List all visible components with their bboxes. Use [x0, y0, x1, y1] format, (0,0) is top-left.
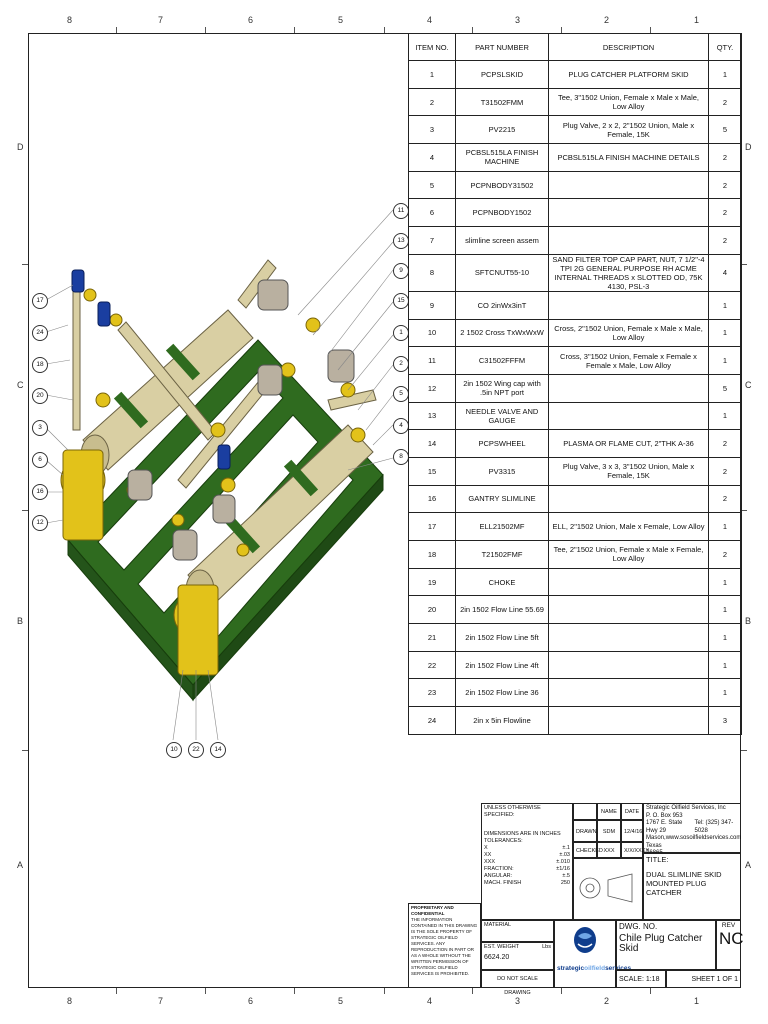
bom-header-row	[409, 34, 742, 61]
zone-left-d: D	[17, 142, 24, 152]
tol-xxx-value: ±.010	[556, 859, 570, 865]
tol-mach-value: 250	[560, 880, 570, 886]
rev-box	[716, 920, 744, 970]
balloon-1: 1	[393, 325, 409, 341]
balloon-16: 16	[32, 484, 48, 500]
bom-row	[409, 347, 742, 375]
zone-top-8: 8	[67, 15, 73, 25]
title-label: TITLE:	[646, 855, 669, 864]
bom-description: SAND FILTER TOP CAP PART, NUT, 7 1/2"-4 TPI 2G GENERAL PURPOSE RH ACME INTERNAL THREADS x SLOTTED OD, 75K 4130, PSL-3	[549, 254, 709, 291]
balloon-2: 2	[393, 356, 409, 372]
bom-qty: 1	[709, 61, 742, 89]
bom-part-number: 2in 1502 Wing cap with .5in NPT port	[456, 374, 549, 402]
zone-bottom-6: 6	[248, 996, 254, 1006]
bom-qty: 1	[709, 347, 742, 375]
bom-qty: 2	[709, 430, 742, 458]
balloon-6: 6	[32, 452, 48, 468]
checked-name: XXX	[597, 842, 621, 858]
bom-item-no: 7	[409, 227, 456, 255]
zone-left-a: A	[17, 860, 24, 870]
bom-qty: 1	[709, 596, 742, 624]
bom-qty: 2	[709, 485, 742, 513]
zone-top-5: 5	[338, 15, 344, 25]
bom-item-no: 22	[409, 651, 456, 679]
zone-bottom-4: 4	[427, 996, 433, 1006]
zone-top-1: 1	[694, 15, 700, 25]
bom-row	[409, 651, 742, 679]
balloon-10: 10	[166, 742, 182, 758]
bom-part-number: 2in 1502 Flow Line 5ft	[456, 624, 549, 652]
bom-item-no: 19	[409, 568, 456, 596]
company-street: 1767 E. State Hwy 29	[646, 820, 683, 834]
bom-part-number: T31502FMM	[456, 88, 549, 116]
bom-qty: 2	[709, 88, 742, 116]
view-symbol	[573, 858, 643, 920]
company-web: www.sosoilfieldservices.com	[665, 835, 742, 841]
bom-item-no: 23	[409, 679, 456, 707]
weight-label: EST. WEIGHT	[484, 944, 520, 950]
zone-bottom-8: 8	[67, 996, 73, 1006]
material-label: MATERIAL	[481, 920, 554, 942]
tol-mach-label: MACH. FINISH	[484, 880, 522, 886]
bom-item-no: 24	[409, 707, 456, 735]
bom-description	[549, 374, 709, 402]
bom-description	[549, 227, 709, 255]
bom-part-number: PCPSWHEEL	[456, 430, 549, 458]
balloon-15: 15	[393, 293, 409, 309]
bom-part-number: PCPNBODY31502	[456, 171, 549, 199]
zone-bottom-7: 7	[158, 996, 164, 1006]
bom-row	[409, 485, 742, 513]
bom-row	[409, 624, 742, 652]
zone-top-2: 2	[604, 15, 610, 25]
bom-item-no: 12	[409, 374, 456, 402]
tol-angular-label: ANGULAR:	[484, 873, 513, 879]
bom-description: Cross, 2"1502 Union, Female x Male x Male, Low Alloy	[549, 319, 709, 347]
bom-part-number: 2 1502 Cross TxWxWxW	[456, 319, 549, 347]
bom-item-no: 15	[409, 457, 456, 485]
bom-header-part-number: PART NUMBER	[456, 34, 549, 61]
bom-item-no: 3	[409, 116, 456, 144]
bom-item-no: 16	[409, 485, 456, 513]
zone-top-4: 4	[427, 15, 433, 25]
bom-qty: 5	[709, 374, 742, 402]
bom-part-number: PCPNBODY1502	[456, 199, 549, 227]
drawn-date: 12/4/16	[621, 820, 643, 842]
bom-row	[409, 291, 742, 319]
bom-qty: 3	[709, 707, 742, 735]
bom-description: Plug Valve, 2 x 2, 2"1502 Union, Male x Female, 15K	[549, 116, 709, 144]
bom-part-number: 2in 1502 Flow Line 36	[456, 679, 549, 707]
bom-qty: 1	[709, 291, 742, 319]
bom-qty: 2	[709, 144, 742, 172]
checked-label: CHECKED	[573, 842, 597, 858]
bom-part-number: NEEDLE VALVE AND GAUGE	[456, 402, 549, 430]
bom-part-number: slimline screen assem	[456, 227, 549, 255]
zone-top-3: 3	[515, 15, 521, 25]
balloon-3: 3	[32, 420, 48, 436]
bom-description: ELL, 2"1502 Union, Male x Female, Low Alloy	[549, 513, 709, 541]
company-logo	[554, 920, 632, 988]
bom-qty: 1	[709, 319, 742, 347]
bom-header-qty: QTY.	[709, 34, 742, 61]
bom-part-number: SFTCNUT55-10	[456, 254, 549, 291]
bom-header-description: DESCRIPTION	[549, 34, 709, 61]
zone-bottom-3: 3	[515, 996, 521, 1006]
bom-item-no: 17	[409, 513, 456, 541]
bom-qty: 1	[709, 568, 742, 596]
bom-item-no: 6	[409, 199, 456, 227]
bom-part-number: 2in x 5in Flowline	[456, 707, 549, 735]
bom-part-number: PCBSL515LA FINISH MACHINE	[456, 144, 549, 172]
tolerance-block	[481, 803, 573, 920]
bom-part-number: T21502FMF	[456, 541, 549, 569]
bom-part-number: PCPSLSKID	[456, 61, 549, 89]
bom-part-number: CO 2inWx3inT	[456, 291, 549, 319]
company-city: Mason, Texas 76865	[646, 835, 666, 856]
zone-top-6: 6	[248, 15, 254, 25]
weight-box	[481, 942, 554, 970]
dwg-number-box	[616, 920, 716, 970]
bom-item-no: 14	[409, 430, 456, 458]
bom-description: Tee, 3"1502 Union, Female x Male x Male, Low Alloy	[549, 88, 709, 116]
bom-description	[549, 596, 709, 624]
bom-qty: 1	[709, 513, 742, 541]
tol-xx-value: ±.03	[559, 852, 570, 858]
bom-qty: 5	[709, 116, 742, 144]
bom-qty: 2	[709, 171, 742, 199]
balloon-4: 4	[393, 418, 409, 434]
bom-qty: 4	[709, 254, 742, 291]
bom-row	[409, 513, 742, 541]
bom-row	[409, 596, 742, 624]
bom-description: PLUG CATCHER PLATFORM SKID	[549, 61, 709, 89]
company-tel: Tel: (325) 347-5028	[694, 820, 734, 834]
bom-part-number: 2in 1502 Flow Line 55.69	[456, 596, 549, 624]
bom-description	[549, 485, 709, 513]
bom-row	[409, 116, 742, 144]
logo-wordmark: strategicoilfieldservices	[557, 965, 632, 972]
tol-x-value: ±.1	[562, 845, 570, 851]
bom-item-no: 21	[409, 624, 456, 652]
tol-angular-value: ±.5	[562, 873, 570, 879]
proprietary-text: THE INFORMATION CONTAINED IN THIS DRAWING IS THE SOLE PROPERTY OF STRATEGIC OILFIELD SERVICES. ANY REPRODUCTION IN PART OR AS A WHOLE WITHOUT THE WRITTEN PERMISSION OF STRATEGIC OILFIELD SERVICES IS PROHIBITED.	[411, 917, 478, 976]
title-box	[643, 853, 741, 920]
balloon-13: 13	[393, 233, 409, 249]
bom-row	[409, 199, 742, 227]
bom-part-number: GANTRY SLIMLINE	[456, 485, 549, 513]
bom-part-number: PV3315	[456, 457, 549, 485]
checked-date: X/X/XXXX	[621, 842, 643, 858]
company-info	[643, 803, 742, 856]
bom-row	[409, 541, 742, 569]
bom-item-no: 2	[409, 88, 456, 116]
dwg-number: Chile Plug Catcher Skid	[619, 933, 703, 954]
bom-header-item-no: ITEM NO.	[409, 34, 456, 61]
bom-row	[409, 254, 742, 291]
bom-part-number: 2in 1502 Flow Line 4ft	[456, 651, 549, 679]
bom-description	[549, 199, 709, 227]
bill-of-materials-table	[408, 33, 742, 735]
balloon-22: 22	[188, 742, 204, 758]
balloon-17: 17	[32, 293, 48, 309]
bom-item-no: 11	[409, 347, 456, 375]
skid-illustration	[28, 230, 418, 750]
tol-fraction-value: ±1/16	[556, 866, 570, 872]
third-angle-projection-icon	[576, 860, 640, 916]
rev-label: REV	[721, 922, 736, 929]
bom-description: Cross, 3"1502 Union, Female x Female x Female x Male, Low Alloy	[549, 347, 709, 375]
zone-right-a: A	[745, 860, 752, 870]
balloon-14: 14	[210, 742, 226, 758]
bom-row	[409, 457, 742, 485]
bom-description	[549, 651, 709, 679]
balloon-8: 8	[393, 449, 409, 465]
bom-part-number: PV2215	[456, 116, 549, 144]
bom-qty: 2	[709, 227, 742, 255]
bom-row	[409, 144, 742, 172]
bom-description	[549, 679, 709, 707]
bom-item-no: 20	[409, 596, 456, 624]
sheet-label: SHEET 1 OF 1	[666, 970, 741, 988]
weight-unit: Lbs	[542, 944, 551, 950]
bom-description: PLASMA OR FLAME CUT, 2"THK A-36	[549, 430, 709, 458]
balloon-20: 20	[32, 388, 48, 404]
tol-xxx-label: XXX	[484, 859, 496, 865]
company-po-box: P. O. Box 953	[646, 812, 683, 819]
bom-row	[409, 374, 742, 402]
balloon-11: 11	[393, 203, 409, 219]
bom-item-no: 4	[409, 144, 456, 172]
bom-description	[549, 624, 709, 652]
bom-item-no: 9	[409, 291, 456, 319]
balloon-9: 9	[393, 263, 409, 279]
proprietary-notice	[408, 903, 481, 988]
scale-label: SCALE: 1:18	[616, 970, 666, 988]
bom-qty: 1	[709, 679, 742, 707]
drawn-label: DRAWN	[573, 820, 597, 842]
bom-description	[549, 402, 709, 430]
company-name: Strategic Oilfield Services, Inc	[646, 805, 726, 811]
zone-right-d: D	[745, 142, 752, 152]
bom-description	[549, 171, 709, 199]
dwg-label: DWG. NO.	[619, 922, 658, 931]
tol-fraction-label: FRACTION:	[484, 866, 514, 872]
zone-left-c: C	[17, 380, 24, 390]
bom-row	[409, 61, 742, 89]
unless-specified-label: UNLESS OTHERWISE SPECIFIED:	[484, 805, 541, 818]
bom-row	[409, 568, 742, 596]
balloon-12: 12	[32, 515, 48, 531]
zone-right-b: B	[745, 616, 752, 626]
bom-row	[409, 171, 742, 199]
logo-emblem-icon	[572, 926, 598, 962]
name-header: NAME	[597, 803, 621, 820]
zone-bottom-2: 2	[604, 996, 610, 1006]
bom-item-no: 5	[409, 171, 456, 199]
bom-item-no: 18	[409, 541, 456, 569]
bom-part-number: C31502FFFM	[456, 347, 549, 375]
bom-row	[409, 707, 742, 735]
bom-qty: 2	[709, 541, 742, 569]
bom-row	[409, 227, 742, 255]
bom-qty: 2	[709, 199, 742, 227]
balloon-24: 24	[32, 325, 48, 341]
bom-part-number: CHOKE	[456, 568, 549, 596]
tol-x-label: X	[484, 845, 488, 851]
proprietary-header: PROPRIETARY AND CONFIDENTIAL	[411, 905, 454, 916]
bom-row	[409, 319, 742, 347]
drawn-name: SDM	[597, 820, 621, 842]
bom-description	[549, 568, 709, 596]
bom-description: PCBSL515LA FINISH MACHINE DETAILS	[549, 144, 709, 172]
zone-bottom-5: 5	[338, 996, 344, 1006]
bom-row	[409, 88, 742, 116]
no-scale-note: DO NOT SCALE DRAWING	[481, 970, 554, 988]
zone-left-b: B	[17, 616, 24, 626]
bom-row	[409, 679, 742, 707]
zone-right-c: C	[745, 380, 752, 390]
bom-body	[409, 61, 742, 735]
zone-top-7: 7	[158, 15, 164, 25]
weight-value: 6624.20	[484, 954, 510, 961]
bom-item-no: 13	[409, 402, 456, 430]
bom-qty: 1	[709, 624, 742, 652]
bom-row	[409, 430, 742, 458]
bom-description	[549, 707, 709, 735]
dimensions-note: DIMENSIONS ARE IN INCHES TOLERANCES:	[484, 831, 561, 844]
bom-description	[549, 291, 709, 319]
rev-value: NC	[719, 929, 744, 948]
bom-item-no: 10	[409, 319, 456, 347]
balloon-18: 18	[32, 357, 48, 373]
bom-item-no: 1	[409, 61, 456, 89]
bom-part-number: ELL21502MF	[456, 513, 549, 541]
bom-qty: 1	[709, 402, 742, 430]
balloon-5: 5	[393, 386, 409, 402]
drawing-title: DUAL SLIMLINE SKID MOUNTED PLUG CATCHER	[646, 870, 722, 897]
bom-qty: 2	[709, 457, 742, 485]
bom-description: Tee, 2"1502 Union, Female x Male x Female, Low Alloy	[549, 541, 709, 569]
bom-description: Plug Valve, 3 x 3, 3"1502 Union, Male x Female, 15K	[549, 457, 709, 485]
date-header: DATE	[621, 803, 643, 820]
tol-xx-label: XX	[484, 852, 492, 858]
zone-bottom-1: 1	[694, 996, 700, 1006]
bom-item-no: 8	[409, 254, 456, 291]
title-block	[408, 803, 744, 996]
bom-qty: 1	[709, 651, 742, 679]
bom-row	[409, 402, 742, 430]
